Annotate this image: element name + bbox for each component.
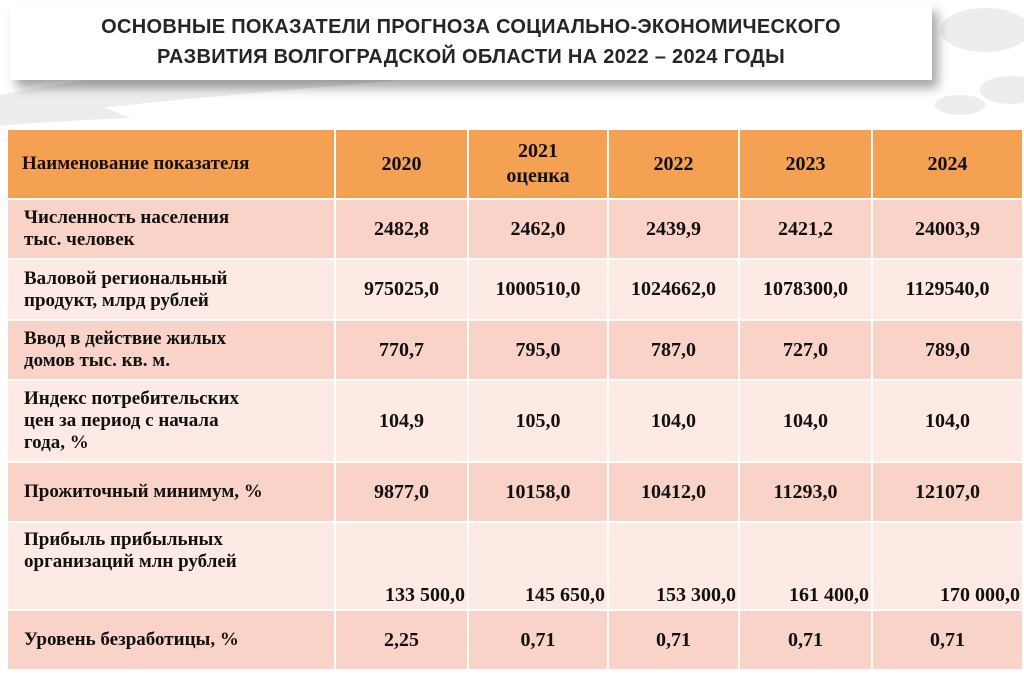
- table-cell: 975025,0: [335, 259, 468, 320]
- row-label: [7, 380, 335, 462]
- table-cell: 104,0: [608, 380, 739, 462]
- table-cell: 11293,0: [739, 462, 872, 522]
- table-cell: 2421,2: [739, 199, 872, 259]
- table-cell: 9877,0: [335, 462, 468, 522]
- title-banner: [10, 4, 932, 80]
- row-label: [7, 199, 335, 259]
- table-row-population: [7, 199, 1023, 259]
- title-line-2: РАЗВИТИЯ ВОЛГОГРАДСКОЙ ОБЛАСТИ НА 2022 – 2024 ГОДЫ: [157, 46, 785, 68]
- table-cell: 1000510,0: [468, 259, 608, 320]
- table-row-housing: [7, 320, 1023, 380]
- indicators-table: [6, 128, 1024, 671]
- table-row-grp: [7, 259, 1023, 320]
- table-row-subsistence-minimum: [7, 462, 1023, 522]
- table-cell: 2482,8: [335, 199, 468, 259]
- row-label: [7, 522, 335, 610]
- table-cell: 105,0: [468, 380, 608, 462]
- header-year-2024: [872, 129, 1023, 199]
- table-cell: 770,7: [335, 320, 468, 380]
- row-label-line: Численность населения: [24, 207, 230, 228]
- row-label-line: тыс. человек: [24, 229, 135, 250]
- header-indicator-name: Наименование показателя: [7, 129, 335, 199]
- table-cell: 1129540,0: [872, 259, 1023, 320]
- table-header-row: [7, 129, 1023, 199]
- row-label: [7, 320, 335, 380]
- table-cell: 1024662,0: [608, 259, 739, 320]
- table-cell: 0,71: [468, 610, 608, 670]
- indicators-table-container: [6, 128, 1022, 671]
- row-label-line: года, %: [24, 432, 89, 453]
- table-cell: 104,0: [872, 380, 1023, 462]
- row-label: [7, 462, 335, 522]
- row-label-line: организаций млн рублей: [24, 551, 237, 572]
- table-cell: 2462,0: [468, 199, 608, 259]
- table-cell: 24003,9: [872, 199, 1023, 259]
- row-label-line: Уровень безработицы, %: [24, 629, 239, 650]
- header-year-label: 2022: [653, 152, 694, 175]
- header-year-label: 2023: [785, 152, 826, 175]
- table-cell: 10412,0: [608, 462, 739, 522]
- row-label: [7, 259, 335, 320]
- header-year-2021: [468, 129, 608, 199]
- row-label-line: Валовой региональный: [24, 267, 228, 289]
- table-cell: 161 400,0: [739, 522, 872, 610]
- header-year-label: 2021: [518, 140, 558, 162]
- row-label-line: цен за период с начала: [24, 410, 219, 431]
- table-cell: 170 000,0: [872, 522, 1023, 610]
- table-row-profit: [7, 522, 1023, 610]
- table-cell: 104,9: [335, 380, 468, 462]
- row-label-line: Индекс потребительских: [24, 388, 239, 409]
- table-cell: 10158,0: [468, 462, 608, 522]
- table-cell: 0,71: [608, 610, 739, 670]
- header-year-2020: [335, 129, 468, 199]
- row-label-line: продукт, млрд рублей: [24, 289, 209, 311]
- table-cell: 12107,0: [872, 462, 1023, 522]
- table-cell: 0,71: [872, 610, 1023, 670]
- row-label-line: Ввод в действие жилых: [24, 328, 226, 349]
- row-label-line: домов тыс. кв. м.: [24, 350, 170, 371]
- table-cell: 789,0: [872, 320, 1023, 380]
- table-cell: 0,71: [739, 610, 872, 670]
- header-year-label: 2024: [927, 152, 968, 175]
- table-cell: 145 650,0: [468, 522, 608, 610]
- table-cell: 1078300,0: [739, 259, 872, 320]
- table-cell: 133 500,0: [335, 522, 468, 610]
- table-cell: 795,0: [468, 320, 608, 380]
- row-label-line: Прибыль прибыльных: [24, 529, 223, 550]
- row-label-line: Прожиточный минимум, %: [24, 481, 263, 502]
- row-label: [7, 610, 335, 670]
- table-cell: 153 300,0: [608, 522, 739, 610]
- header-year-note: оценка: [506, 165, 570, 187]
- table-cell: 2439,9: [608, 199, 739, 259]
- table-cell: 727,0: [739, 320, 872, 380]
- table-row-cpi: [7, 380, 1023, 462]
- table-cell: 2,25: [335, 610, 468, 670]
- title-line-1: ОСНОВНЫЕ ПОКАЗАТЕЛИ ПРОГНОЗА СОЦИАЛЬНО-ЭКОНОМИЧЕСКОГО: [101, 16, 841, 38]
- header-year-label: 2020: [381, 152, 422, 175]
- header-year-2023: [739, 129, 872, 199]
- table-cell: 787,0: [608, 320, 739, 380]
- table-row-unemployment: [7, 610, 1023, 670]
- header-year-2022: [608, 129, 739, 199]
- table-cell: 104,0: [739, 380, 872, 462]
